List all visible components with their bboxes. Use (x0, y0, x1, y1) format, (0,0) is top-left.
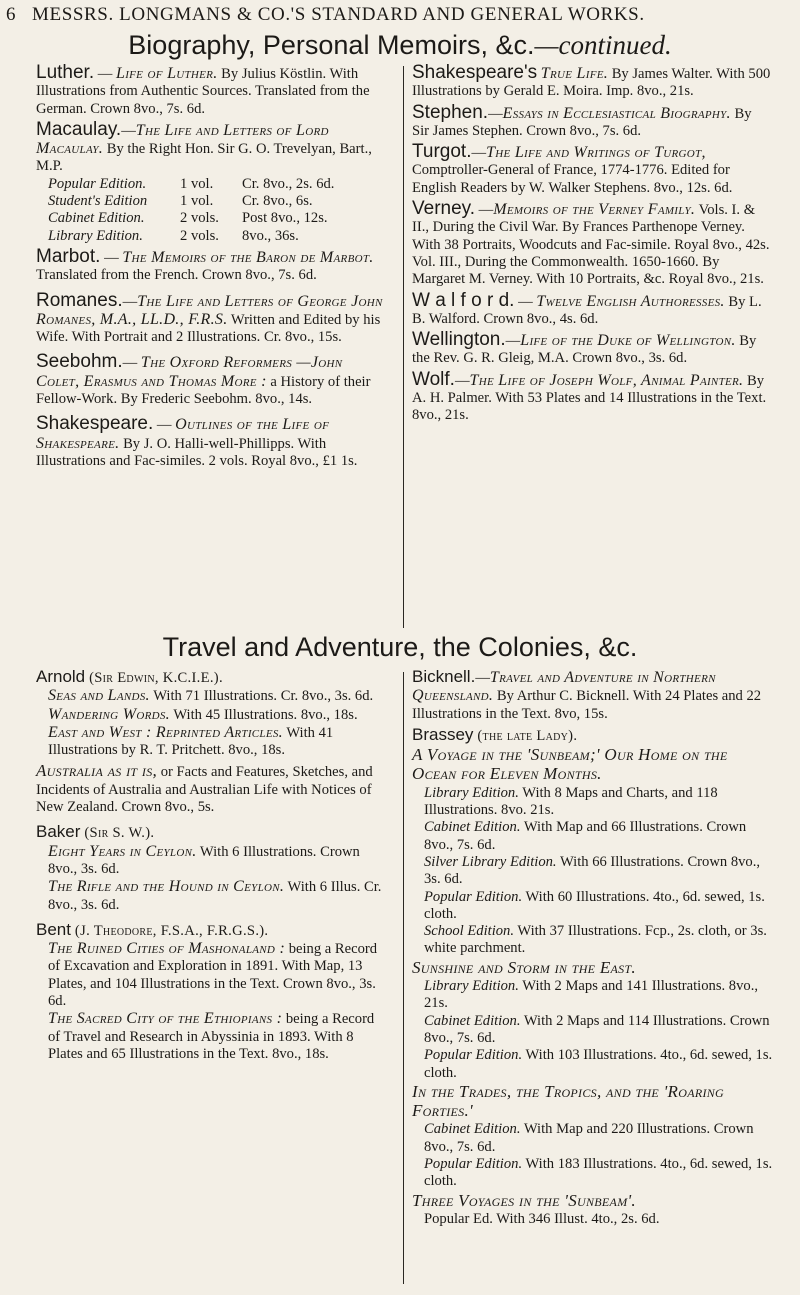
entry-stephen: Stephen.—Essays in Ecclesiastical Biography. By Sir James Stephen. Crown 8vo., 7s. 6d. (412, 101, 752, 139)
baker-eight-years: Eight Years in Ceylon. With 6 Illustrations. Crown 8vo., 3s. 6d. (48, 842, 360, 877)
running-title: MESSRS. LONGMANS & CO.'S STANDARD AND GENERAL WORKS. (32, 4, 645, 25)
brassey-voyage-school: School Edition. With 37 Illustrations. Fcp., 2s. cloth, or 3s. white parchment. (424, 923, 767, 957)
brassey-three-voyages-popular: Popular Ed. With 346 Illust. 4to., 2s. 6d. (424, 1210, 660, 1227)
entry-turgot: Turgot.—The Life and Writings of Turgot, Comptroller-General of France, 1774-1776. Edited for English Readers by W. Walker Stephens. 8vo., 12s. 6d. (412, 141, 733, 196)
travel-right-column (412, 668, 774, 1231)
column-rule-biography (403, 66, 404, 628)
brassey-trades-cabinet: Cabinet Edition. With Map and 220 Illustrations. Crown 8vo., 7s. 6d. (424, 1121, 754, 1155)
travel-left-column (36, 668, 390, 1066)
entry-walford: W a l f o r d. — Twelve English Authoresses. By L. B. Walford. Crown 8vo., 4s. 6d. (412, 289, 762, 327)
entry-shakespeare-outlines: Shakespeare. — Outlines of the Life of Shakespeare. By J. O. Halli-well-Phillipps. With Illustrations and Fac-similes. 2 vols. Royal 8vo., £1 1s. (36, 413, 358, 469)
brassey-voyage-title: A Voyage in the 'Sunbeam;' Our Home on the Ocean for Eleven Months. (412, 745, 728, 784)
entry-verney: Verney. —Memoirs of the Verney Family. Vols. I. & II., During the Civil War. By Frances Parthenope Verney. With 38 Portraits, Woodcuts and Fac-simile. Royal 8vo., 42s. Vol. III., During the Commonwealth. 1650-1660. By Margaret M. Verney. With 10 Portraits, &c. Royal 8vo., 21s. (412, 198, 770, 288)
entry-australia: Australia as it is, or Facts and Features, Sketches, and Incidents of Australia and Australian Life with Notices of New Zealand. Crown 8vo., 5s. (36, 761, 373, 816)
brassey-sunshine-library: Library Edition. With 2 Maps and 141 Illustrations. 8vo., 21s. (424, 978, 758, 1012)
brassey-sunshine-title: Sunshine and Storm in the East. (412, 957, 636, 977)
entry-bent: Bent (J. Theodore, F.S.A., F.R.G.S.). The Ruined Cities of Mashonaland : being a Record of Excavation and Exploration in 1891. With Map, 13 Plates, and 104 Illustrations in the Text. Crown 8vo., 3s. 6d. The Sacred City of the Ethiopians : being a Record of Travel and Research in Abyssinia in 1893. With 8 Plates and 65 Illustrations in the Text. 8vo., 18s. (36, 921, 390, 1063)
macaulay-editions: Popular Edition. 1 vol. Cr. 8vo., 2s. 6d. Student's Edition 1 vol. Cr. 8vo., 6s. Cabinet Edition. 2 vols. Post 8vo., 12s. Library Edition. 2 vols. 8vo., 36s. (48, 175, 335, 244)
entry-arnold: Arnold (Sir Edwin, K.C.I.E.). Seas and Lands. With 71 Illustrations. Cr. 8vo., 3s. 6d. Wandering Words. With 45 Illustrations. 8vo., 18s. East and West : Reprinted Articles. With 41 Illustrations by R. T. Pritchett. 8vo., 18s. (36, 668, 390, 759)
entry-shakespeare-true-life: Shakespeare's True Life. By James Walter. With 500 Illustrations by Gerald E. Moira. Imp. 8vo., 21s. (412, 62, 771, 100)
column-rule-travel (403, 672, 404, 1284)
entry-seebohm: Seebohm.— The Oxford Reformers —John Colet, Erasmus and Thomas More : a History of their Fellow-Work. By Frederic Seebohm. 8vo., 14s. (36, 351, 371, 408)
running-header (0, 2, 800, 28)
section-title-biography: Biography, Personal Memoirs, &c.—continued. (128, 30, 672, 60)
brassey-voyage-cabinet: Cabinet Edition. With Map and 66 Illustrations. Crown 8vo., 7s. 6d. (424, 819, 747, 853)
arnold-wandering-words: Wandering Words. With 45 Illustrations. 8vo., 18s. (48, 705, 358, 723)
entry-luther: Luther. — Life of Luther. By Julius Köstlin. With Illustrations from Authentic Sources. Translated from the German. Crown 8vo., 7s. 6d. (36, 62, 370, 117)
bent-sacred-city: The Sacred City of the Ethiopians : being a Record of Travel and Research in Abyssinia in 1893. With 8 Plates and 65 Illustrations in the Text. 8vo., 18s. (48, 1010, 375, 1062)
entry-macaulay: Macaulay.—The Life and Letters of Lord Macaulay. By the Right Hon. Sir G. O. Trevelyan, Bart., M.P. Popular Edition. 1 vol. Cr. 8vo., 2s. 6d. Student's Edition 1 vol. Cr. 8vo., 6s. Cabinet Edition. 2 vols. Post 8vo., 12s. Library Edition. 2 vols. 8vo., 36s. (36, 121, 390, 245)
brassey-sunshine-popular: Popular Edition. With 103 Illustrations. 4to., 6d. sewed, 1s. cloth. (424, 1047, 773, 1081)
biography-left-column (36, 64, 390, 473)
brassey-trades-title: In the Trades, the Tropics, and the 'Roaring Forties.' (412, 1081, 725, 1121)
entry-brassey: Brassey (the late Lady). A Voyage in the 'Sunbeam;' Our Home on the Ocean for Eleven Months. Library Edition. With 8 Maps and Charts, and 118 Illustrations. 8vo. 21s. Cabinet Edition. With Map and 66 Illustrations. Crown 8vo., 7s. 6d. Silver Library Edition. With 66 Illustrations. Crown 8vo., 3s. 6d. Popular Edition. With 60 Illustrations. 4to., 6d. sewed, 1s. cloth. School Edition. With 37 Illustrations. Fcp., 2s. cloth, or 3s. white parchment. Sunshine and Storm in the East. Library Edition. With 2 Maps and 141 Illustrations. 8vo., 21s. Cabinet Edition. With 2 Maps and 114 Illustrations. Crown 8vo., 7s. 6d. Popular Edition. With 103 Illustrations. 4to., 6d. sewed, 1s. cloth. In the Trades, the Tropics, and the 'Roaring Forties.' Cabinet Edition. With Map and 220 Illustrations. Crown 8vo., 7s. 6d. Popular Edition. With 183 Illustrations. 4to., 6d. sewed, 1s. cloth. Three Voyages in the 'Sunbeam'. Popular Ed. With 346 Illust. 4to., 2s. 6d. (412, 724, 773, 1227)
brassey-trades-popular: Popular Edition. With 183 Illustrations. 4to., 6d. sewed, 1s. cloth. (424, 1156, 773, 1190)
page-number: 6 (6, 4, 16, 25)
brassey-voyage-silver: Silver Library Edition. With 66 Illustrations. Crown 8vo., 3s. 6d. (424, 853, 761, 888)
brassey-sunshine-cabinet: Cabinet Edition. With 2 Maps and 114 Illustrations. Crown 8vo., 7s. 6d. (424, 1012, 770, 1046)
biography-right-column (412, 64, 772, 428)
entry-marbot: Marbot. — The Memoirs of the Baron de Marbot. Translated from the French. Crown 8vo., 7s. 6d. (36, 245, 374, 284)
entry-wellington: Wellington.—Life of the Duke of Wellington. By the Rev. G. R. Gleig, M.A. Crown 8vo., 3s. 6d. (412, 329, 757, 367)
entry-bicknell: Bicknell.—Travel and Adventure in Northern Queensland. By Arthur C. Bicknell. With 24 Plates and 22 Illustrations in the Text. 8vo, 15s. (412, 667, 762, 722)
arnold-seas-and-lands: Seas and Lands. With 71 Illustrations. Cr. 8vo., 3s. 6d. (48, 687, 374, 705)
entry-wolf: Wolf.—The Life of Joseph Wolf, Animal Painter. By A. H. Palmer. With 53 Plates and 14 Illustrations in the Text. 8vo., 21s. (412, 368, 767, 424)
brassey-voyage-library: Library Edition. With 8 Maps and Charts, and 118 Illustrations. 8vo. 21s. (424, 784, 718, 819)
arnold-east-and-west: East and West : Reprinted Articles. With 41 Illustrations by R. T. Pritchett. 8vo., 18s. (48, 723, 334, 759)
baker-rifle-and-hound: The Rifle and the Hound in Ceylon. With 6 Illus. Cr. 8vo., 3s. 6d. (48, 878, 382, 913)
section-title-travel: Travel and Adventure, the Colonies, &c. (162, 632, 638, 662)
entry-baker: Baker (Sir S. W.). Eight Years in Ceylon. With 6 Illustrations. Crown 8vo., 3s. 6d. The Rifle and the Hound in Ceylon. With 6 Illus. Cr. 8vo., 3s. 6d. (36, 823, 390, 913)
bent-ruined-cities: The Ruined Cities of Mashonaland : being a Record of Excavation and Exploration in 1891. With Map, 13 Plates, and 104 Illustrations in the Text. Crown 8vo., 3s. 6d. (48, 940, 378, 1010)
brassey-voyage-popular: Popular Edition. With 60 Illustrations. 4to., 6d. sewed, 1s. cloth. (424, 888, 765, 922)
brassey-three-voyages-title: Three Voyages in the 'Sunbeam'. (412, 1190, 636, 1210)
entry-romanes: Romanes.—The Life and Letters of George John Romanes, M.A., LL.D., F.R.S. Written and Edited by his Wife. With Portrait and 2 Illustrations. Cr. 8vo., 15s. (36, 289, 383, 346)
